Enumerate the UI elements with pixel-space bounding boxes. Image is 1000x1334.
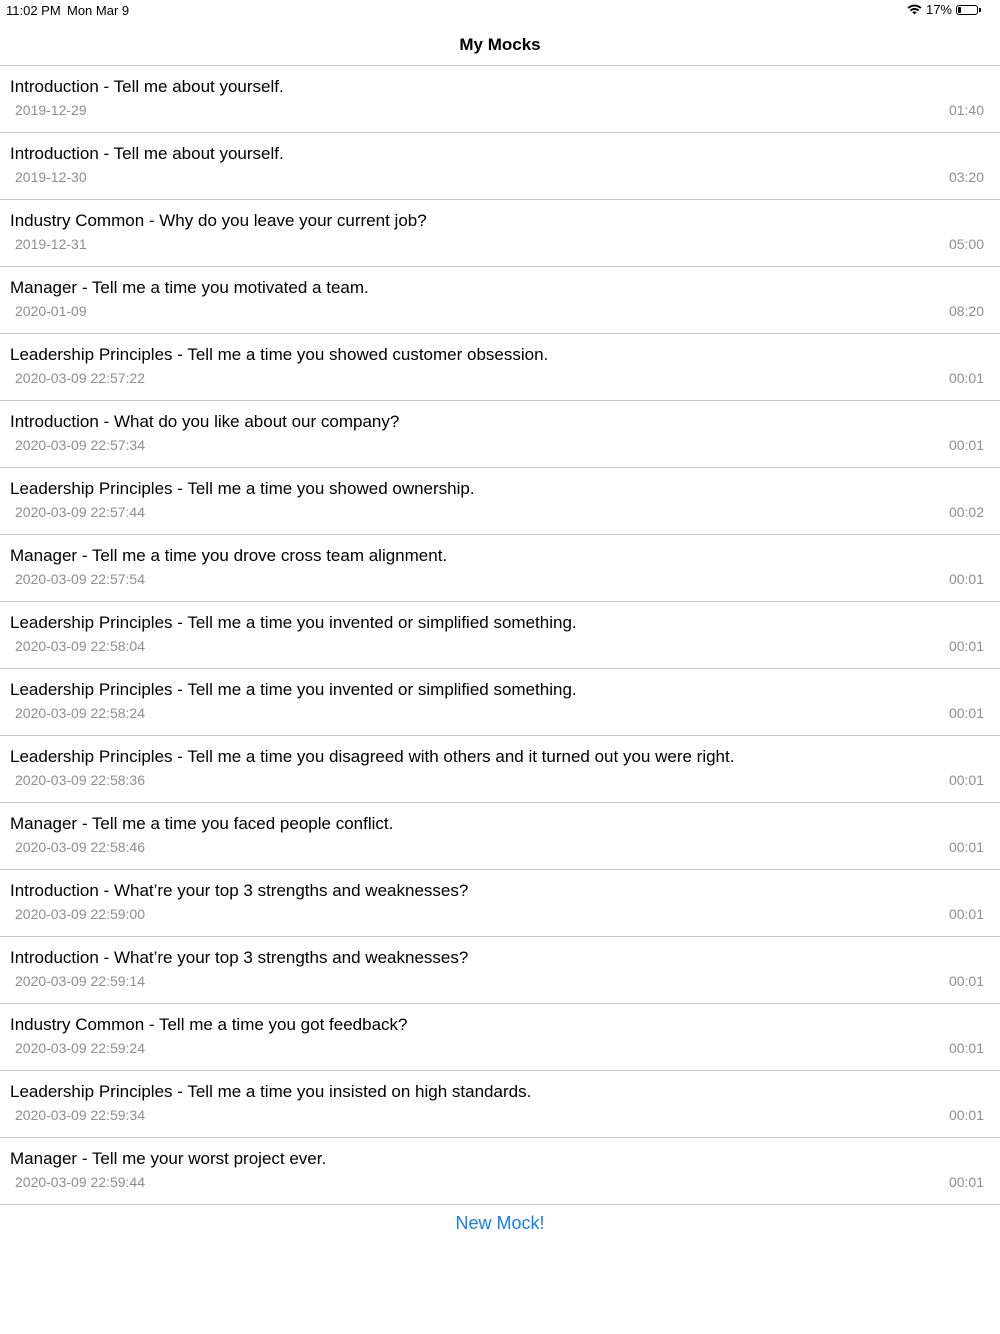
list-item[interactable] (0, 267, 1000, 334)
mock-title: Leadership Principles - Tell me a time you invented or simplified something. (10, 680, 577, 699)
mock-date: 2019-12-31 (15, 236, 87, 252)
list-item[interactable] (0, 1071, 1000, 1138)
list-item[interactable] (0, 66, 1000, 133)
mock-title: Leadership Principles - Tell me a time you disagreed with others and it turned out you were right. (10, 747, 735, 766)
mock-title: Manager - Tell me a time you motivated a team. (10, 278, 369, 297)
list-item[interactable] (0, 870, 1000, 937)
mock-title: Industry Common - Why do you leave your current job? (10, 211, 427, 230)
mock-title: Leadership Principles - Tell me a time you insisted on high standards. (10, 1082, 532, 1101)
battery-percent: 17% (925, 2, 952, 17)
list-item[interactable] (0, 803, 1000, 870)
list-item[interactable] (0, 401, 1000, 468)
new-mock-button[interactable]: New Mock! (455, 1213, 545, 1233)
mock-duration: 00:01 (948, 973, 984, 989)
mock-date: 2020-03-09 22:57:44 (15, 504, 145, 520)
mock-title: Leadership Principles - Tell me a time you showed ownership. (10, 479, 475, 498)
mock-duration: 00:01 (948, 839, 984, 855)
mock-date: 2020-03-09 22:58:24 (15, 705, 145, 721)
status-date: Mon Mar 9 (67, 3, 130, 18)
list-item[interactable] (0, 937, 1000, 1004)
mock-date: 2020-03-09 22:59:44 (15, 1174, 145, 1190)
mock-date: 2019-12-30 (15, 169, 87, 185)
list-item[interactable] (0, 200, 1000, 267)
mock-title: Leadership Principles - Tell me a time you showed customer obsession. (10, 345, 549, 364)
mock-date: 2020-03-09 22:59:14 (15, 973, 145, 989)
list-item[interactable] (0, 669, 1000, 736)
mock-title: Introduction - What do you like about our company? (10, 412, 400, 431)
mock-title: Manager - Tell me your worst project ever. (10, 1149, 327, 1168)
mock-duration: 00:01 (948, 906, 984, 922)
status-time: 11:02 PM (6, 3, 61, 18)
mock-duration: 00:01 (948, 571, 984, 587)
mock-duration: 00:01 (948, 705, 984, 721)
mock-date: 2020-03-09 22:57:54 (15, 571, 145, 587)
mock-date: 2020-03-09 22:57:22 (15, 370, 145, 386)
mock-duration: 00:02 (948, 504, 984, 520)
mock-date: 2020-03-09 22:58:04 (15, 638, 145, 654)
mock-title: Introduction - Tell me about yourself. (10, 144, 284, 163)
status-indicators (907, 2, 978, 17)
mock-title: Introduction - Tell me about yourself. (10, 77, 284, 96)
mock-date: 2020-01-09 (15, 303, 87, 319)
mock-date: 2020-03-09 22:59:24 (15, 1040, 145, 1056)
navigation-bar (0, 20, 1000, 66)
mock-title: Introduction - What’re your top 3 strengths and weaknesses? (10, 948, 469, 967)
mock-duration: 00:01 (948, 437, 984, 453)
list-item[interactable] (0, 602, 1000, 669)
mock-duration: 00:01 (948, 772, 984, 788)
page-title: My Mocks (459, 35, 541, 54)
mock-title: Introduction - What’re your top 3 strengths and weaknesses? (10, 881, 469, 900)
mock-list (0, 66, 1000, 1205)
mock-duration: 08:20 (948, 303, 984, 319)
list-item[interactable] (0, 334, 1000, 401)
mock-title: Manager - Tell me a time you drove cross team alignment. (10, 546, 448, 565)
mock-title: Leadership Principles - Tell me a time you invented or simplified something. (10, 613, 577, 632)
mock-duration: 01:40 (948, 102, 984, 118)
mock-duration: 00:01 (948, 1174, 984, 1190)
battery-level-fill (958, 7, 961, 13)
list-item[interactable] (0, 133, 1000, 200)
battery-icon (956, 5, 978, 15)
mock-duration: 03:20 (948, 169, 984, 185)
mock-date: 2019-12-29 (15, 102, 87, 118)
list-item[interactable] (0, 736, 1000, 803)
mock-duration: 00:01 (948, 638, 984, 654)
list-item[interactable] (0, 535, 1000, 602)
mock-title: Industry Common - Tell me a time you got feedback? (10, 1015, 408, 1034)
mock-duration: 00:01 (948, 1040, 984, 1056)
wifi-icon (907, 4, 922, 15)
mock-date: 2020-03-09 22:59:34 (15, 1107, 145, 1123)
mock-duration: 05:00 (948, 236, 984, 252)
list-item[interactable] (0, 468, 1000, 535)
mock-title: Manager - Tell me a time you faced people conflict. (10, 814, 394, 833)
mock-date: 2020-03-09 22:58:36 (15, 772, 145, 788)
mock-date: 2020-03-09 22:59:00 (15, 906, 145, 922)
mock-date: 2020-03-09 22:57:34 (15, 437, 145, 453)
mock-duration: 00:01 (948, 1107, 984, 1123)
mock-date: 2020-03-09 22:58:46 (15, 839, 145, 855)
status-bar (0, 0, 1000, 20)
list-item[interactable] (0, 1138, 1000, 1205)
list-item[interactable] (0, 1004, 1000, 1071)
mock-duration: 00:01 (948, 370, 984, 386)
